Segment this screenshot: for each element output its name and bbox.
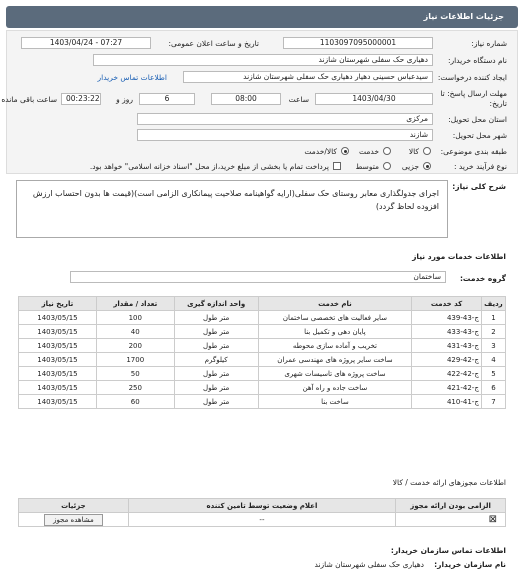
creator-field: سیدعباس حسینی دهیار دهیاری حک سفلی شهرستان شازند <box>183 71 433 83</box>
service-name: سایر فعالیت های تخصصی ساختمان <box>258 311 412 325</box>
col-details: جزئیات <box>19 499 129 513</box>
row-number: 3 <box>481 339 505 353</box>
service-date: 1403/05/15 <box>19 381 97 395</box>
buyer-contact-link[interactable]: اطلاعات تماس خریدار <box>97 73 167 82</box>
buyer-name-label: نام سازمان خریدار: <box>434 560 506 569</box>
service-date: 1403/05/15 <box>19 353 97 367</box>
service-unit: متر طول <box>174 367 258 381</box>
need-info-panel <box>1 30 518 174</box>
province-field: مرکزی <box>137 113 433 125</box>
table-row <box>19 513 506 527</box>
service-name: پایان دهی و تکمیل بنا <box>258 325 412 339</box>
payment-note: پرداخت تمام یا بخشی از مبلغ خرید،از محل "اسناد خزانه اسلامی" خواهد بود. <box>89 162 329 171</box>
table-row <box>19 381 506 395</box>
service-unit: متر طول <box>174 339 258 353</box>
deadline-date-field: 1403/04/30 <box>315 93 433 105</box>
buyer-org-label: نام دستگاه خریدار: <box>447 56 507 65</box>
services-table <box>18 296 506 409</box>
row-number: 2 <box>481 325 505 339</box>
announce-label: تاریخ و ساعت اعلان عمومی: <box>168 39 259 48</box>
process-option-medium: متوسط <box>355 162 379 171</box>
service-code: ج-41-410 <box>412 395 482 409</box>
permits-section-title: اطلاعات مجوزهای ارائه خدمت / کالا <box>392 478 506 487</box>
buyer-name-value: دهیاری حک سفلی شهرستان شازند <box>314 560 424 569</box>
table-row <box>19 395 506 409</box>
permits-table-header <box>19 499 506 513</box>
announce-field: 1403/04/24 - 07:27 <box>21 37 151 49</box>
service-date: 1403/05/15 <box>19 311 97 325</box>
service-name: ساخت بنا <box>258 395 412 409</box>
service-code: ج-43-433 <box>412 325 482 339</box>
category-radio-goods[interactable] <box>423 147 431 155</box>
service-code: ج-43-439 <box>412 311 482 325</box>
page-title: جزئیات اطلاعات نیاز <box>423 12 504 21</box>
service-qty: 50 <box>96 367 174 381</box>
deadline-label: مهلت ارسال پاسخ: تا <box>440 89 507 98</box>
service-unit: متر طول <box>174 381 258 395</box>
process-radio-minor[interactable] <box>423 162 431 170</box>
days-field: 6 <box>139 93 195 105</box>
service-qty: 40 <box>96 325 174 339</box>
col-code: کد خدمت <box>412 297 482 311</box>
service-code: ج-42-429 <box>412 353 482 367</box>
col-name: نام خدمت <box>258 297 412 311</box>
services-section-title: اطلاعات خدمات مورد نیاز <box>412 252 506 261</box>
description-box: اجرای جدولگذاری معابر روستای حک سفلی(ارایه گواهینامه صلاحیت پیمانکاری الزامی است)(قیمت ها بدون احتساب ارزش افزوده لحاظ گردد) <box>16 180 448 238</box>
creator-label: ایجاد کننده درخواست: <box>437 73 507 82</box>
service-name: ساخت سایر پروژه های مهندسی عمران <box>258 353 412 367</box>
service-qty: 60 <box>96 395 174 409</box>
service-qty: 200 <box>96 339 174 353</box>
deadline-date-label: تاریخ: <box>489 99 507 108</box>
service-date: 1403/05/15 <box>19 339 97 353</box>
service-code: ج-42-421 <box>412 381 482 395</box>
province-label: استان محل تحویل: <box>448 115 507 124</box>
category-option-service: خدمت <box>359 147 379 156</box>
service-date: 1403/05/15 <box>19 367 97 381</box>
permit-required-icon: ⊠ <box>488 514 497 525</box>
buyer-contact-section-title: اطلاعات تماس سازمان خریدار: <box>390 546 506 555</box>
permits-table <box>18 498 506 527</box>
table-row <box>19 325 506 339</box>
buyer-org-field: دهیاری حک سفلی شهرستان شازند <box>93 54 433 66</box>
table-row <box>19 353 506 367</box>
category-radio-service[interactable] <box>383 147 391 155</box>
city-label: شهر محل تحویل: <box>452 131 507 140</box>
process-radio-medium[interactable] <box>383 162 391 170</box>
category-option-goods: کالا <box>408 147 419 156</box>
row-number: 4 <box>481 353 505 367</box>
service-qty: 250 <box>96 381 174 395</box>
service-unit: کیلوگرم <box>174 353 258 367</box>
service-qty: 1700 <box>96 353 174 367</box>
deadline-time-label: ساعت <box>288 95 309 104</box>
remaining-label: ساعت باقی مانده <box>1 95 57 104</box>
service-code: ج-43-431 <box>412 339 482 353</box>
deadline-time-field: 08:00 <box>211 93 281 105</box>
city-field: شازند <box>137 129 433 141</box>
service-code: ج-42-422 <box>412 367 482 381</box>
services-table-header <box>19 297 506 311</box>
col-row: ردیف <box>481 297 505 311</box>
col-permit-required: الزامی بودن ارائه مجوز <box>396 499 506 513</box>
service-name: تخریب و آماده سازی محوطه <box>258 339 412 353</box>
service-unit: متر طول <box>174 311 258 325</box>
col-unit: واحد اندازه گیری <box>174 297 258 311</box>
service-qty: 100 <box>96 311 174 325</box>
col-date: تاریخ نیاز <box>19 297 97 311</box>
row-number: 5 <box>481 367 505 381</box>
remaining-time-field: 00:23:22 <box>61 93 101 105</box>
supplier-status: -- <box>128 513 395 527</box>
row-number: 6 <box>481 381 505 395</box>
service-name: ساخت پروژه های تاسیسات شهری <box>258 367 412 381</box>
category-label: طبقه بندی موضوعی: <box>440 147 507 156</box>
need-number-label: شماره نیاز: <box>471 39 507 48</box>
description-label: شرح کلی نیاز: <box>452 182 506 191</box>
service-group-label: گروه خدمت: <box>459 274 506 283</box>
row-number: 7 <box>481 395 505 409</box>
service-name: ساخت جاده و راه آهن <box>258 381 412 395</box>
process-label: نوع فرآیند خرید : <box>453 162 507 171</box>
service-group-field: ساختمان <box>70 271 446 283</box>
table-row <box>19 311 506 325</box>
treasury-checkbox[interactable] <box>333 162 341 170</box>
process-option-minor: جزیی <box>401 162 419 171</box>
service-date: 1403/05/15 <box>19 395 97 409</box>
service-unit: متر طول <box>174 395 258 409</box>
view-permit-button[interactable]: مشاهده مجوز <box>44 514 103 526</box>
service-date: 1403/05/15 <box>19 325 97 339</box>
row-number: 1 <box>481 311 505 325</box>
category-radio-goods-service[interactable] <box>341 147 349 155</box>
days-label: روز و <box>116 95 133 104</box>
col-qty: تعداد / مقدار <box>96 297 174 311</box>
table-row <box>19 367 506 381</box>
category-option-goods-service: کالا/خدمت <box>304 147 337 156</box>
need-number-field: 1103097095000001 <box>283 37 433 49</box>
col-supplier-status: اعلام وضعیت توسط تامین کننده <box>128 499 395 513</box>
page-header <box>6 6 518 28</box>
service-unit: متر طول <box>174 325 258 339</box>
table-row <box>19 339 506 353</box>
